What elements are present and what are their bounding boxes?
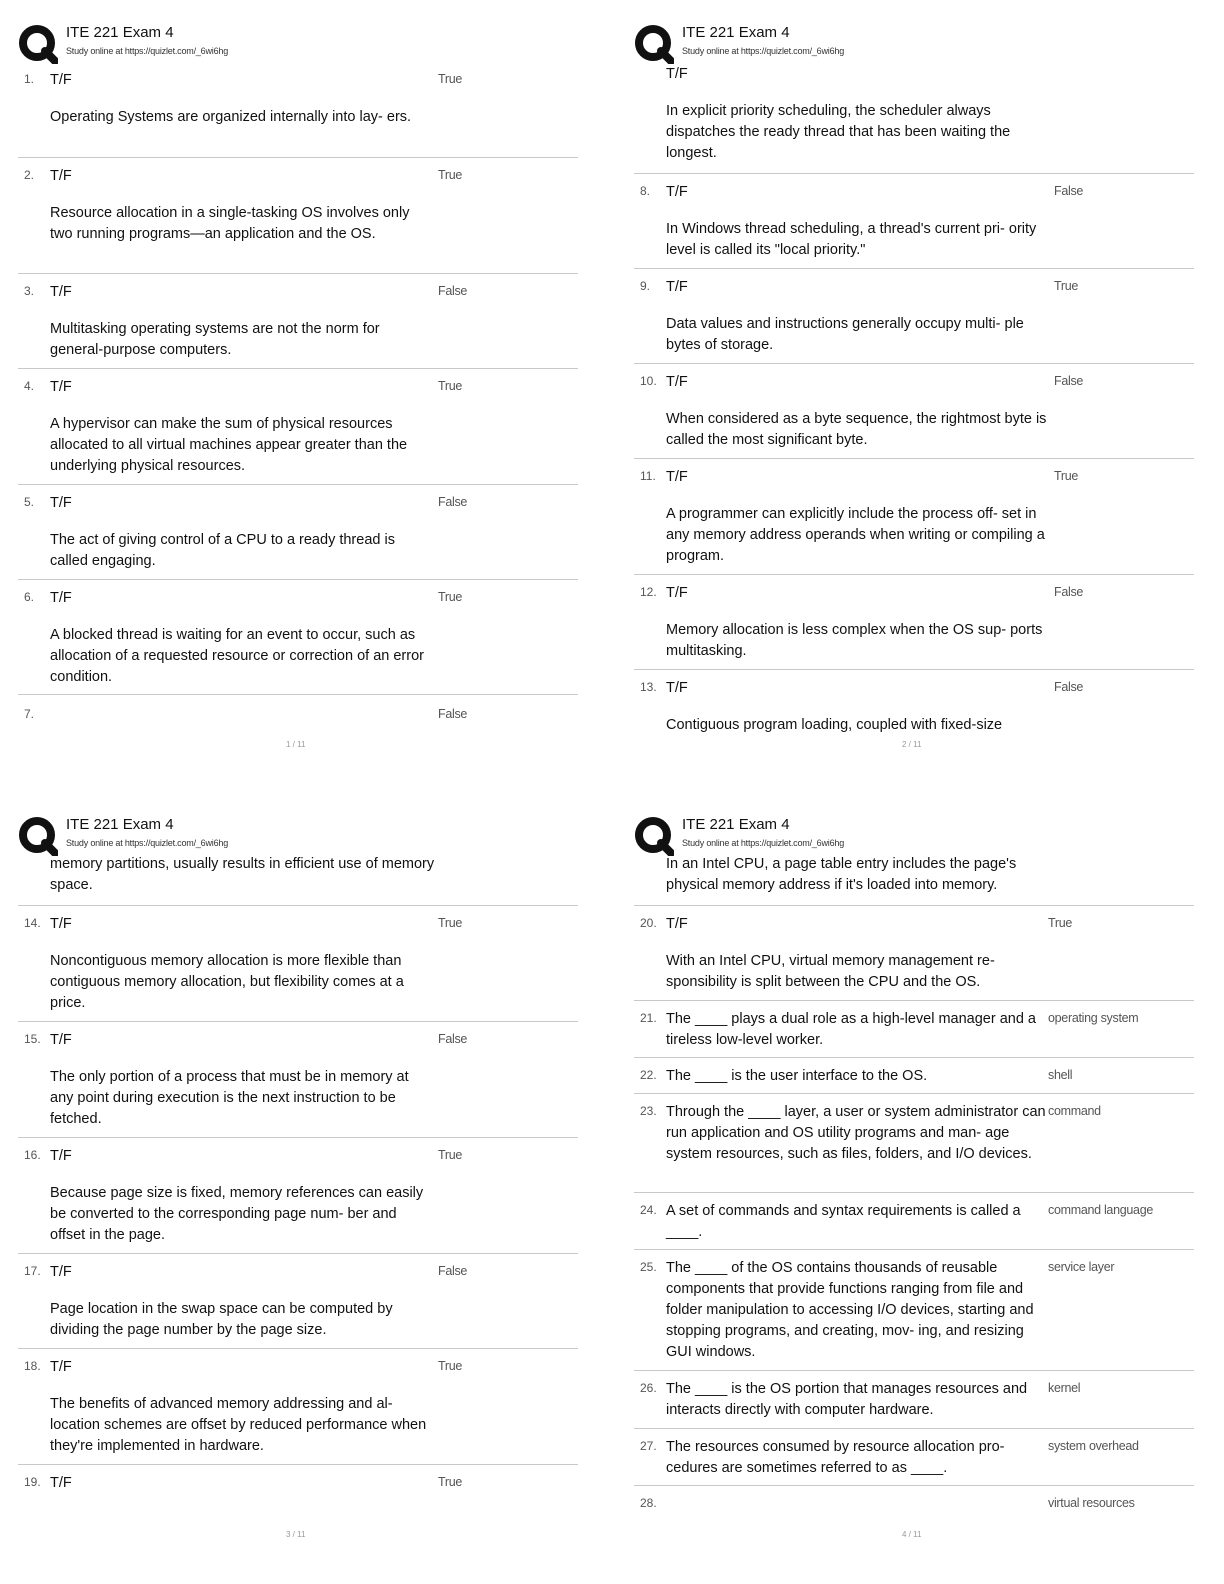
question-text: Page location in the swap space can be computed by dividing the page number by the page size. <box>50 1301 393 1338</box>
answer: False <box>438 495 468 509</box>
question-item: 13. T/F False Contiguous program loading, coupled with fixed-size <box>634 674 1194 736</box>
answer: command language <box>1048 1203 1153 1217</box>
question-item: 17. T/F False Page location in the swap space can be computed by dividing the page number by the page size. <box>18 1258 578 1349</box>
question-text: The ____ is the user interface to the OS. <box>666 1068 928 1084</box>
question-text: A set of commands and syntax requirements is called a ____. <box>666 1203 1021 1240</box>
question-text: Noncontiguous memory allocation is more flexible than contiguous memory allocation, but flexibility comes at a price. <box>50 953 404 1011</box>
question-text: In an Intel CPU, a page table entry includes the page's physical memory address if it's loaded into memory. <box>666 856 1017 893</box>
question-item: 12. T/F False Memory allocation is less complex when the OS sup- ports multitasking. <box>634 579 1194 670</box>
question-item: 24. A set of commands and syntax requirements is called a ____. command language <box>634 1197 1194 1250</box>
question-item: 22. The ____ is the user interface to the OS. shell <box>634 1062 1194 1094</box>
answer: False <box>438 284 468 298</box>
question-text: A blocked thread is waiting for an event to occur, such as allocation of a requested resource or correction of an error condition. <box>50 627 424 685</box>
answer: True <box>438 379 463 393</box>
answer: False <box>438 1264 468 1278</box>
question-item: 27. The resources consumed by resource allocation pro- cedures are sometimes referred to as ____. system overhead <box>634 1433 1194 1486</box>
page-number: 4 / 11 <box>902 1530 922 1539</box>
page-subtitle-link[interactable]: Study online at https://quizlet.com/_6wi6hg <box>66 46 229 56</box>
question-item-continued: T/F In explicit priority scheduling, the scheduler always dispatches the ready thread that has been waiting the longest. <box>634 62 1194 174</box>
answer: True <box>1054 279 1079 293</box>
page-number: 1 / 11 <box>286 740 306 749</box>
question-text: Multitasking operating systems are not the norm for general-purpose computers. <box>50 321 380 358</box>
question-item: 5. T/F False The act of giving control of a CPU to a ready thread is called engaging. <box>18 489 578 580</box>
page-header <box>626 806 1216 854</box>
question-text: When considered as a byte sequence, the rightmost byte is called the most significant byte. <box>666 411 1047 448</box>
answer: True <box>1054 469 1079 483</box>
page-title: ITE 221 Exam 4 <box>682 816 790 833</box>
question-item: 11. T/F True A programmer can explicitly include the process off- set in any memory address operands when writing or compiling a program. <box>634 463 1194 575</box>
question-item: 25. The ____ of the OS contains thousands of reusable components that provide functions ranging from file and folder manipulation to accessing I/O devices, starting and stopping programs, and creating, mov- ing, and resizing GUI windows. service layer <box>634 1254 1194 1371</box>
question-item: 3. T/F False Multitasking operating systems are not the norm for general-purpose computers. <box>18 278 578 369</box>
question-text: memory partitions, usually results in efficient use of memory space. <box>50 856 435 893</box>
question-text: In Windows thread scheduling, a thread's current pri- ority level is called its "local priority." <box>666 221 1037 258</box>
answer: False <box>438 1032 468 1046</box>
question-item: 28. virtual resources <box>640 1496 1135 1510</box>
page-title: ITE 221 Exam 4 <box>682 24 790 41</box>
answer: False <box>1054 374 1084 388</box>
answer: False <box>438 707 468 721</box>
question-text: Resource allocation in a single-tasking OS involves only two running programs—an application and the OS. <box>50 205 410 242</box>
question-text: Because page size is fixed, memory references can easily be converted to the corresponding page num- ber and offset in the page. <box>50 1185 424 1243</box>
question-text: The ____ plays a dual role as a high-level manager and a tireless low-level worker. <box>666 1011 1036 1048</box>
answer: False <box>1054 585 1084 599</box>
answer: shell <box>1048 1068 1073 1082</box>
page-4 <box>626 806 1216 1576</box>
question-item: 14. T/F True Noncontiguous memory allocation is more flexible than contiguous memory allocation, but flexibility comes at a price. <box>18 910 578 1022</box>
page-header <box>10 14 600 62</box>
question-item: 9. T/F True Data values and instructions generally occupy multi- ple bytes of storage. <box>634 273 1194 364</box>
page-subtitle-link[interactable]: Study online at https://quizlet.com/_6wi6hg <box>66 838 229 848</box>
page-subtitle-link[interactable]: Study online at https://quizlet.com/_6wi6hg <box>682 46 845 56</box>
question-text: The ____ is the OS portion that manages resources and interacts directly with computer hardware. <box>666 1381 1028 1418</box>
question-text: The act of giving control of a CPU to a ready thread is called engaging. <box>50 532 395 569</box>
answer: False <box>1054 184 1084 198</box>
question-text: A hypervisor can make the sum of physical resources allocated to all virtual machines appear greater than the underlying physical resources. <box>50 416 408 474</box>
question-text: Data values and instructions generally occupy multi- ple bytes of storage. <box>666 316 1024 353</box>
question-item-continued <box>634 854 1194 906</box>
page-title: ITE 221 Exam 4 <box>66 816 174 833</box>
question-item: 19. T/F True <box>24 1475 463 1491</box>
answer: operating system <box>1048 1011 1139 1025</box>
page-subtitle-link[interactable]: Study online at https://quizlet.com/_6wi6hg <box>682 838 845 848</box>
question-item: 1. T/F True Operating Systems are organized internally into lay- ers. <box>18 68 578 158</box>
quizlet-logo-icon <box>634 24 674 64</box>
question-text: The resources consumed by resource allocation pro- cedures are sometimes referred to as ____. <box>666 1439 1005 1476</box>
quizlet-logo-icon <box>18 24 58 64</box>
question-text: A programmer can explicitly include the process off- set in any memory address operands when writing or compiling a program. <box>666 506 1045 564</box>
answer: False <box>1054 680 1084 694</box>
quizlet-logo-icon <box>18 816 58 856</box>
page-title: ITE 221 Exam 4 <box>66 24 174 41</box>
question-item: 23. Through the ____ layer, a user or system administrator can run application and OS utility programs and man- age system resources, such as files, folders, and I/O devices. command <box>634 1098 1194 1193</box>
answer: kernel <box>1048 1381 1081 1395</box>
page-number: 2 / 11 <box>902 740 922 749</box>
question-item-continued <box>18 854 578 906</box>
question-text: The ____ of the OS contains thousands of reusable components that provide functions ranging from file and folder manipulation to accessing I/O devices, starting and stopping programs, and creating, mov- ing, and resizing GUI windows. <box>666 1260 1034 1360</box>
page-1 <box>10 14 600 784</box>
question-item: 21. The ____ plays a dual role as a high-level manager and a tireless low-level worker. operating system <box>634 1005 1194 1058</box>
answer: True <box>438 1475 463 1489</box>
question-text: With an Intel CPU, virtual memory management re- sponsibility is split between the CPU and the OS. <box>666 953 995 990</box>
question-text: In explicit priority scheduling, the scheduler always dispatches the ready thread that has been waiting the longest. <box>666 103 1011 161</box>
page-3 <box>10 806 600 1576</box>
question-item: 16. T/F True Because page size is fixed, memory references can easily be converted to the corresponding page num- ber and offset in the page. <box>18 1142 578 1254</box>
answer: True <box>438 590 463 604</box>
answer: True <box>438 168 463 182</box>
question-text: Contiguous program loading, coupled with fixed-size <box>666 717 1003 733</box>
question-text: Memory allocation is less complex when the OS sup- ports multitasking. <box>666 622 1043 659</box>
answer: True <box>1048 916 1073 930</box>
question-text: Operating Systems are organized internally into lay- ers. <box>50 109 412 125</box>
answer: virtual resources <box>1048 1496 1135 1510</box>
answer: True <box>438 916 463 930</box>
question-text: The benefits of advanced memory addressing and al- location schemes are offset by reduced performance when they're implemented in hardware. <box>50 1396 427 1454</box>
page-header <box>626 14 1216 62</box>
answer: command <box>1048 1104 1101 1118</box>
question-text: The only portion of a process that must be in memory at any point during execution is the next instruction to be fetched. <box>50 1069 409 1127</box>
question-item: 2. T/F True Resource allocation in a single-tasking OS involves only two running programs—an application and the OS. <box>18 162 578 274</box>
answer: service layer <box>1048 1260 1115 1274</box>
question-item: 15. T/F False The only portion of a process that must be in memory at any point during execution is the next instruction to be fetched. <box>18 1026 578 1138</box>
question-text: Through the ____ layer, a user or system administrator can run application and OS utility programs and man- age system resources, such as files, folders, and I/O devices. <box>666 1104 1046 1162</box>
page-number: 3 / 11 <box>286 1530 306 1539</box>
question-item: 18. T/F True The benefits of advanced memory addressing and al- location schemes are offset by reduced performance when they're implemented in hardware. <box>18 1353 578 1465</box>
question-item: 10. T/F False When considered as a byte sequence, the rightmost byte is called the most significant byte. <box>634 368 1194 459</box>
question-item: 6. T/F True A blocked thread is waiting for an event to occur, such as allocation of a requested resource or correction of an error condition. <box>18 584 578 695</box>
question-item: 4. T/F True A hypervisor can make the sum of physical resources allocated to all virtual machines appear greater than the underlying physical resources. <box>18 373 578 485</box>
answer: True <box>438 72 463 86</box>
answer: True <box>438 1359 463 1373</box>
question-item: 20. T/F True With an Intel CPU, virtual memory management re- sponsibility is split between the CPU and the OS. <box>634 910 1194 1001</box>
answer: system overhead <box>1048 1439 1139 1453</box>
question-item: 8. T/F False In Windows thread scheduling, a thread's current pri- ority level is called its "local priority." <box>634 178 1194 269</box>
answer: True <box>438 1148 463 1162</box>
quizlet-logo-icon <box>634 816 674 856</box>
question-item: 7. False <box>24 707 468 721</box>
page-header <box>10 806 600 854</box>
question-item: 26. The ____ is the OS portion that manages resources and interacts directly with computer hardware. kernel <box>634 1375 1194 1429</box>
page-2 <box>626 14 1216 784</box>
